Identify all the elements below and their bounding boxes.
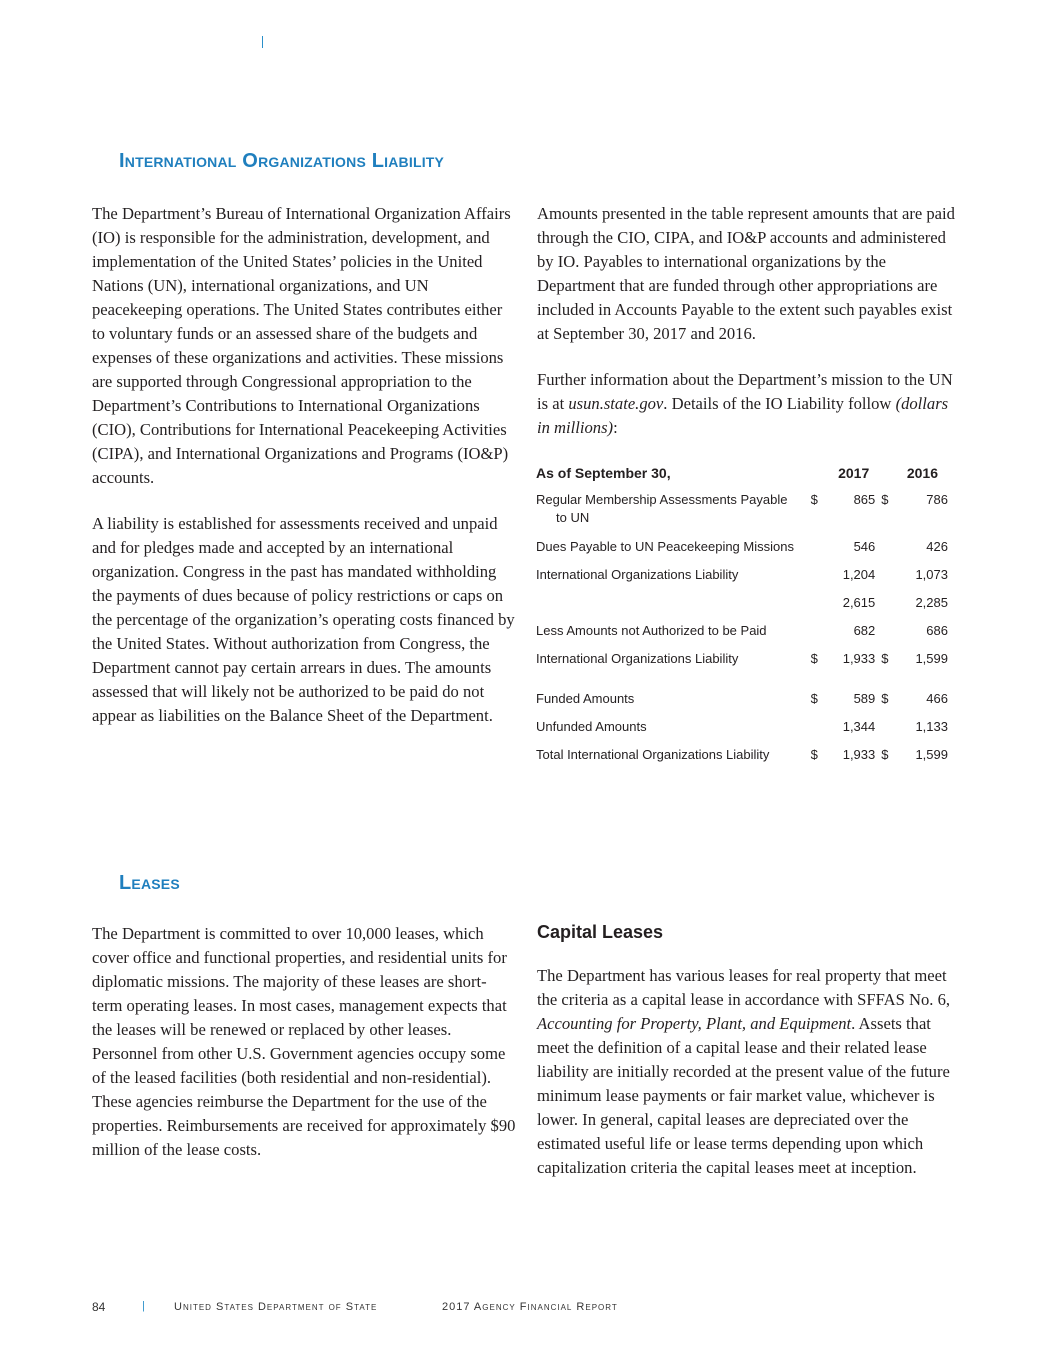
row-value-2016: 1,599 bbox=[915, 651, 948, 666]
io-paragraph-2: A liability is established for assessments received and unpaid and for pledges made and accepted by an international organization. Congress in the past has mandated withholding the payments of dues because of policy restrictions or caps on the percentage of the organization’s operating costs financed by the United States. Without authorization from Congress, the Department cannot pay certain arrears in dues. The amounts assessed that will likely not be authorized to be paid do not appear as liabilities on the Balance Sheet of the Department. bbox=[92, 514, 515, 725]
row-value-2016: 1,133 bbox=[915, 719, 948, 734]
row-value-2017: 1,204 bbox=[842, 567, 876, 582]
io-paragraph-4 bbox=[537, 368, 957, 440]
row-currency-2016 bbox=[875, 535, 895, 563]
row-value-2017: 589 bbox=[853, 691, 876, 706]
table-row bbox=[536, 591, 948, 619]
table-header-2016: 2016 bbox=[906, 465, 938, 481]
row-currency-2017 bbox=[811, 591, 825, 619]
row-label-cont: to UN bbox=[556, 510, 590, 525]
io-liability-table bbox=[536, 458, 948, 771]
usun-link[interactable]: usun.state.gov bbox=[568, 394, 664, 413]
row-label: Regular Membership Assessments Payable bbox=[536, 492, 788, 507]
row-value-2017: 865 bbox=[853, 492, 876, 507]
row-label: Total International Organizations Liability bbox=[536, 747, 770, 762]
row-currency-2016 bbox=[875, 619, 895, 647]
row-value-2016: 466 bbox=[926, 691, 948, 706]
table-header-label: As of September 30, bbox=[536, 465, 671, 481]
row-label: International Organizations Liability bbox=[536, 651, 739, 666]
io-paragraph-1: The Department’s Bureau of International Organization Affairs (IO) is responsible for the administration, development, and implementation of the United States’ policies in the United Nations (UN), international organizations, and UN peacekeeping operations. The United States contributes either to voluntary funds or an assessed share of the budgets and expenses of these organizations and activities. These missions are supported through Congressional appropriation to the Department’s Contributions to International Organizations (CIO), Contributions for International Peacekeeping Activities (CIPA), and International Organizations and Programs (IO&P) accounts. bbox=[92, 204, 511, 487]
io-paragraph-3: Amounts presented in the table represent amounts that are paid through the CIO, CIPA, and IO&P accounts and administered by IO. Payables to international organizations by the Department that are funded through other appropriations are included in Accounts Payable to the extent such payables exist at September 30, 2017 and 2016. bbox=[537, 204, 955, 343]
row-currency-2017 bbox=[811, 535, 825, 563]
table-row bbox=[536, 647, 948, 675]
leases-right-column bbox=[537, 920, 957, 1180]
row-label: International Organizations Liability bbox=[536, 567, 739, 582]
row-currency-2017: $ bbox=[810, 492, 818, 507]
io-paragraph-4-mid: . Details of the IO Liability follow bbox=[663, 394, 896, 413]
row-currency-2016: $ bbox=[881, 492, 889, 507]
row-value-2016: 786 bbox=[926, 492, 948, 507]
footer-department: United States Department of State bbox=[174, 1301, 378, 1313]
row-label bbox=[536, 591, 811, 619]
row-currency-2017: $ bbox=[810, 747, 818, 762]
leases-left-column bbox=[92, 922, 517, 1162]
io-section-title: International Organizations Liability bbox=[119, 150, 445, 172]
table-row bbox=[536, 687, 948, 715]
row-value-2016: 2,285 bbox=[915, 595, 948, 610]
row-currency-2016 bbox=[875, 715, 895, 743]
capital-leases-post: . Assets that meet the definition of a capital lease and their related lease liability are initially recorded at the present value of the future minimum lease payments or fair market value, whichever is lower. In general, capital leases are depreciated over the estimated useful life or lease terms depending upon which capitalization criteria the capital leases meet at inception. bbox=[537, 1014, 950, 1177]
row-currency-2016: $ bbox=[881, 691, 889, 706]
row-value-2016: 686 bbox=[926, 623, 948, 638]
table-row bbox=[536, 619, 948, 647]
row-value-2017: 1,344 bbox=[842, 719, 876, 734]
table-row bbox=[536, 535, 948, 563]
row-label: Funded Amounts bbox=[536, 691, 635, 706]
footer-report-title: 2017 Agency Financial Report bbox=[442, 1301, 618, 1313]
io-paragraph-4-pre: Further information about the Department’s mission to the UN is at bbox=[537, 370, 953, 413]
row-value-2017: 1,933 bbox=[842, 747, 876, 762]
capital-leases-pre: The Department has various leases for real property that meet the criteria as a capital lease in accordance with SFFAS No. 6, bbox=[537, 966, 951, 1009]
row-currency-2016 bbox=[875, 591, 895, 619]
table-spacer bbox=[536, 675, 948, 687]
row-value-2017: 1,933 bbox=[842, 651, 876, 666]
row-currency-2016: $ bbox=[881, 747, 889, 762]
row-currency-2017 bbox=[811, 563, 825, 591]
table-row bbox=[536, 743, 948, 771]
row-currency-2017 bbox=[811, 715, 825, 743]
io-left-column bbox=[92, 202, 517, 728]
row-label: Dues Payable to UN Peacekeeping Missions bbox=[536, 539, 794, 554]
row-label: Unfunded Amounts bbox=[536, 719, 647, 734]
leases-section-title: Leases bbox=[119, 872, 180, 894]
leases-paragraph: The Department is committed to over 10,000 leases, which cover office and functional properties, and residential units for diplomatic missions. The majority of these leases are short-term operating leases. In most cases, management expects that the leases will be renewed or replaced by other leases. Personnel from other U.S. Government agencies occupy some of the leased facilities (both residential and non-residential). These agencies reimburse the Department for the use of the properties. Reimbursements are received for approximately $90 million of the lease costs. bbox=[92, 924, 516, 1159]
row-currency-2016: $ bbox=[881, 651, 889, 666]
table-row bbox=[536, 715, 948, 743]
row-value-2017: 546 bbox=[853, 539, 876, 554]
table-row bbox=[536, 488, 948, 535]
row-value-2016: 1,599 bbox=[915, 747, 948, 762]
row-value-2017: 682 bbox=[853, 623, 876, 638]
io-paragraph-4-units: (dollars in millions) bbox=[537, 394, 949, 437]
row-currency-2017 bbox=[811, 619, 825, 647]
row-value-2016: 426 bbox=[926, 539, 948, 554]
capital-leases-standard-title: Accounting for Property, Plant, and Equipment bbox=[537, 1014, 852, 1033]
capital-leases-paragraph bbox=[537, 964, 957, 1180]
header-rule bbox=[262, 36, 263, 48]
io-paragraph-4-post: : bbox=[613, 418, 618, 437]
row-currency-2017: $ bbox=[810, 691, 818, 706]
row-currency-2016 bbox=[875, 563, 895, 591]
capital-leases-heading: Capital Leases bbox=[537, 922, 664, 942]
table-header-2017: 2017 bbox=[838, 465, 870, 481]
row-value-2017: 2,615 bbox=[842, 595, 876, 610]
row-value-2016: 1,073 bbox=[915, 567, 948, 582]
page-number: 84 bbox=[92, 1300, 106, 1314]
table-header-row bbox=[536, 458, 948, 488]
table-row bbox=[536, 563, 948, 591]
io-right-column bbox=[537, 202, 957, 440]
footer-separator: | bbox=[142, 1300, 145, 1312]
row-currency-2017: $ bbox=[810, 651, 818, 666]
row-label: Less Amounts not Authorized to be Paid bbox=[536, 623, 767, 638]
